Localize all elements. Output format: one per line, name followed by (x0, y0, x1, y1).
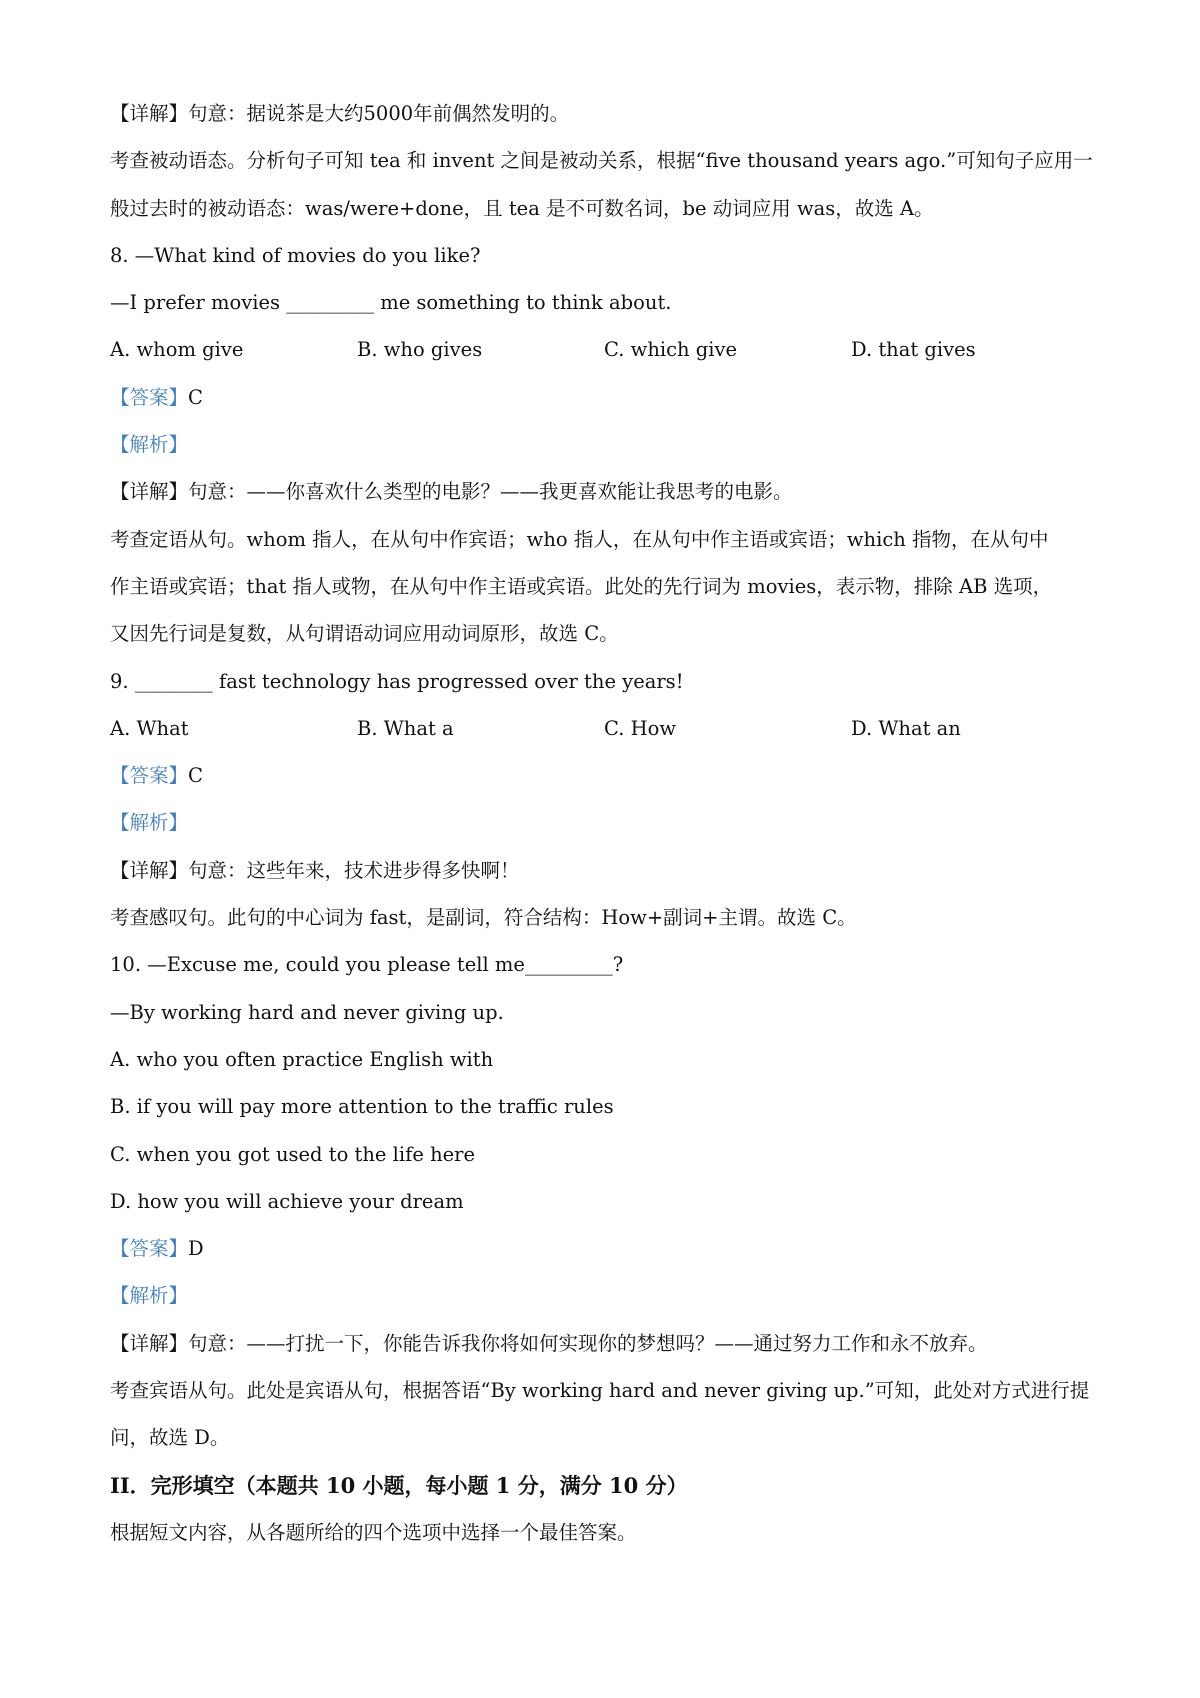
q8-answer (110, 374, 1110, 421)
section-heading: II．完形填空（本题共 10 小题，每小题 1 分，满分 10 分） (110, 1472, 688, 1498)
q7-analysis-line: 般过去时的被动语态：was/were+done，且 tea 是不可数名词，be 动词应用 was，故选 A。 (110, 196, 934, 220)
q10-option-c: C. when you got used to the life here (110, 1142, 476, 1166)
answer-label: 【答案】 (110, 764, 189, 788)
detail-label: 【详解】 (110, 102, 189, 125)
detail-label: 【详解】 (110, 480, 189, 504)
q9-stem: 9. ________ fast technology has progressed over the years! (110, 669, 684, 693)
option-b: B. who gives (357, 338, 483, 362)
answer-value: C (188, 764, 203, 788)
q8-analysis-line: 作主语或宾语；that 指人或物，在从句中作主语或宾语。此处的先行词为 movies，表示物，排除 AB 选项， (110, 574, 1053, 598)
q8-analysis-line: 又因先行词是复数，从句谓语动词应用动词原形，故选 C。 (110, 622, 619, 646)
answer-label: 【答案】 (110, 1237, 189, 1261)
option-a: A. What (110, 716, 189, 740)
q10-stem-line: 10. —Excuse me, could you please tell me_________? (110, 953, 624, 977)
detail-text: 句意：——打扰一下，你能告诉我你将如何实现你的梦想吗？——通过努力工作和永不放弃。 (188, 1331, 988, 1355)
q8-analysis-line: 考查定语从句。whom 指人，在从句中作宾语；who 指人，在从句中作主语或宾语；which 指物，在从句中 (110, 527, 1049, 551)
answer-value: C (188, 385, 203, 409)
q9-detail (110, 847, 1110, 894)
q10-answer (110, 1225, 1110, 1272)
q8-options (110, 326, 1110, 373)
q10-option-b: B. if you will pay more attention to the traffic rules (110, 1095, 614, 1119)
q8-stem-line: 8. —What kind of movies do you like? (110, 243, 481, 267)
q8-stem-line: —I prefer movies _________ me something to think about. (110, 291, 672, 315)
q10-jiexi-label: 【解析】 (110, 1284, 189, 1308)
option-c: C. How (604, 716, 677, 740)
detail-text: 句意：这些年来，技术进步得多快啊！ (188, 858, 520, 882)
q10-analysis-line: 问，故选 D。 (110, 1426, 230, 1450)
q10-stem-line: —By working hard and never giving up. (110, 1000, 504, 1024)
detail-text: 句意：据说茶是大约5000年前偶然发明的。 (188, 102, 570, 125)
option-d: D. What an (851, 716, 961, 740)
q9-answer (110, 752, 1110, 799)
q7-analysis-line: 考查被动语态。分析句子可知 tea 和 invent 之间是被动关系，根据“five thousand years ago.”可知句子应用一 (110, 149, 1093, 173)
q8-jiexi-label: 【解析】 (110, 433, 189, 457)
q9-analysis: 考查感叹句。此句的中心词为 fast，是副词，符合结构：How+副词+主谓。故选 C。 (110, 906, 857, 930)
answer-label: 【答案】 (110, 385, 189, 409)
answer-value: D (188, 1237, 204, 1261)
q8-detail (110, 468, 1110, 515)
detail-label: 【详解】 (110, 1331, 189, 1355)
section-instruction: 根据短文内容，从各题所给的四个选项中选择一个最佳答案。 (110, 1520, 637, 1544)
q10-detail (110, 1320, 1110, 1367)
option-b: B. What a (357, 716, 454, 740)
option-c: C. which give (604, 338, 738, 362)
q9-options (110, 705, 1110, 752)
option-d: D. that gives (851, 338, 976, 362)
q10-option-d: D. how you will achieve your dream (110, 1189, 464, 1213)
document-page (110, 90, 1110, 1556)
q9-jiexi-label: 【解析】 (110, 811, 189, 835)
q7-detail (110, 90, 1110, 137)
q10-option-a: A. who you often practice English with (110, 1047, 494, 1071)
detail-text: 句意：——你喜欢什么类型的电影？——我更喜欢能让我思考的电影。 (188, 480, 793, 504)
option-a: A. whom give (110, 338, 244, 362)
q10-analysis-line: 考查宾语从句。此处是宾语从句，根据答语“By working hard and never giving up.”可知，此处对方式进行提 (110, 1379, 1090, 1403)
detail-label: 【详解】 (110, 858, 189, 882)
